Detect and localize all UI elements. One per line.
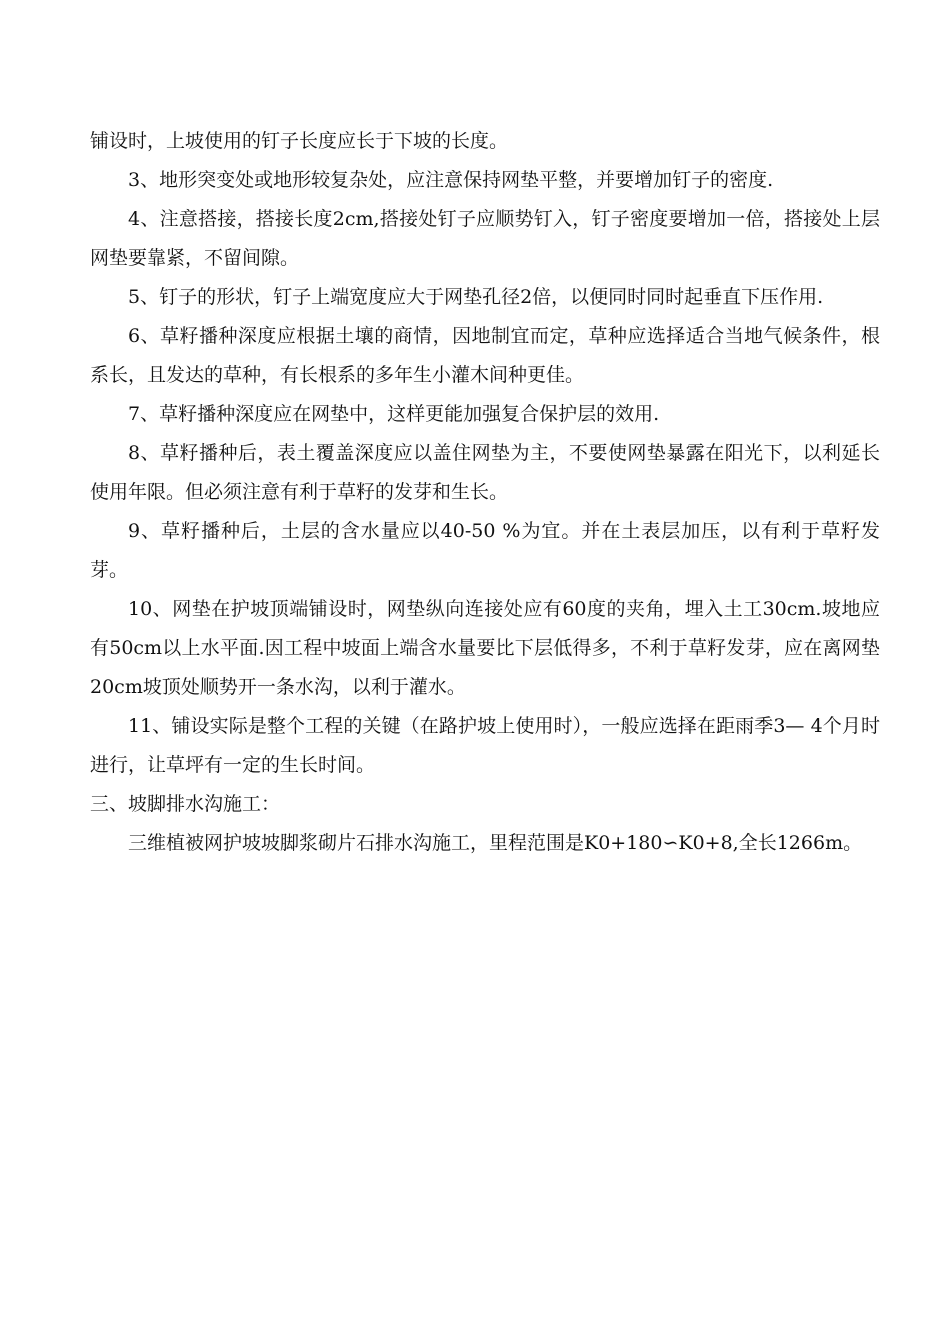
paragraph-item-8: 8、草籽播种后，表土覆盖深度应以盖住网垫为主，不要使网垫暴露在阳光下，以利延长使用年限。但必须注意有利于草籽的发芽和生长。 [90, 442, 880, 503]
section-heading: 三、坡脚排水沟施工： [90, 793, 281, 815]
section-body: 三维植被网护坡坡脚浆砌片石排水沟施工，里程范围是K0+180∽K0+8,全长1266m。 [128, 832, 863, 854]
paragraph-item-11: 11、铺设实际是整个工程的关键（在路护坡上使用时），一般应选择在距雨季3— 4个月时进行，让草坪有一定的生长时间。 [90, 715, 880, 776]
paragraph-item-9: 9、草籽播种后，土层的含水量应以40-50 %为宜。并在土表层加压，以有利于草籽发芽。 [90, 520, 880, 581]
paragraph-item-10: 10、网垫在护坡顶端铺设时，网垫纵向连接处应有60度的夹角，埋入土工30cm.坡地应有50cm以上水平面.因工程中坡面上端含水量要比下层低得多，不利于草籽发芽，应在离网垫20cm坡顶处顺势开一条水沟，以利于灌水。 [90, 598, 880, 698]
paragraph-continuation: 铺设时，上坡使用的钉子长度应长于下坡的长度。 [90, 130, 509, 152]
paragraph-item-3: 3、地形突变处或地形较复杂处，应注意保持网垫平整，并要增加钉子的密度. [128, 169, 774, 191]
paragraph-item-5: 5、钉子的形状，钉子上端宽度应大于网垫孔径2倍，以便同时同时起垂直下压作用. [128, 286, 824, 308]
paragraph-item-4: 4、注意搭接，搭接长度2cm,搭接处钉子应顺势钉入，钉子密度要增加一倍，搭接处上层网垫要靠紧，不留间隙。 [90, 208, 880, 269]
document-page [90, 122, 880, 863]
paragraph-item-6: 6、草籽播种深度应根据土壤的商情，因地制宜而定，草种应选择适合当地气候条件，根系长，且发达的草种，有长根系的多年生小灌木间种更佳。 [90, 325, 880, 386]
paragraph-item-7: 7、草籽播种深度应在网垫中，这样更能加强复合保护层的效用. [128, 403, 660, 425]
